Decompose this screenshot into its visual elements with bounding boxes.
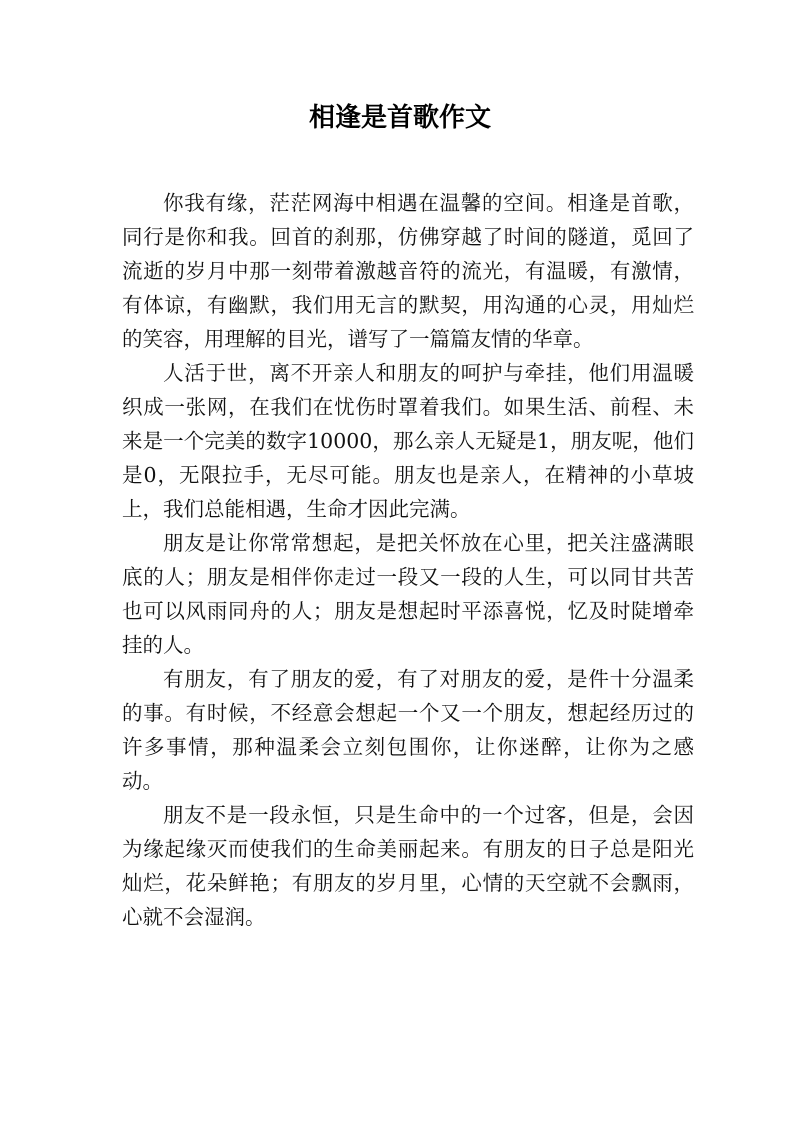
paragraph: 你我有缘，茫茫网海中相遇在温馨的空间。相逢是首歌，同行是你和我。回首的刹那，仿佛穿越了时间的隧道，觅回了流逝的岁月中那一刻带着激越音符的流光，有温暖，有激情，有体谅，有幽默，我们用无言的默契，用沟通的心灵，用灿烂的笑容，用理解的目光，谱写了一篇篇友情的华章。 <box>122 191 694 351</box>
paragraph: 朋友不是一段永恒，只是生命中的一个过客，但是，会因为缘起缘灭而使我们的生命美丽起来。有朋友的日子总是阳光灿烂，花朵鲜艳；有朋友的岁月里，心情的天空就不会飘雨，心就不会湿润。 <box>122 803 694 929</box>
paragraph: 有朋友，有了朋友的爱，有了对朋友的爱，是件十分温柔的事。有时候，不经意会想起一个又一个朋友，想起经历过的许多事情，那种温柔会立刻包围你，让你迷醉，让你为之感动。 <box>122 667 694 793</box>
paragraph: 朋友是让你常常想起，是把关怀放在心里，把关注盛满眼底的人；朋友是相伴你走过一段又一段的人生，可以同甘共苦也可以风雨同舟的人；朋友是想起时平添喜悦，忆及时陡增牵挂的人。 <box>122 531 694 657</box>
document-title: 相逢是首歌作文 <box>308 103 491 133</box>
paragraph: 人活于世，离不开亲人和朋友的呵护与牵挂，他们用温暖织成一张网，在我们在忧伤时罩着我们。如果生活、前程、未来是一个完美的数字10000，那么亲人无疑是1，朋友呢，他们是0，无限拉手，无尽可能。朋友也是亲人，在精神的小草坡上，我们总能相遇，生命才因此完满。 <box>122 361 694 521</box>
document-body <box>122 186 694 934</box>
